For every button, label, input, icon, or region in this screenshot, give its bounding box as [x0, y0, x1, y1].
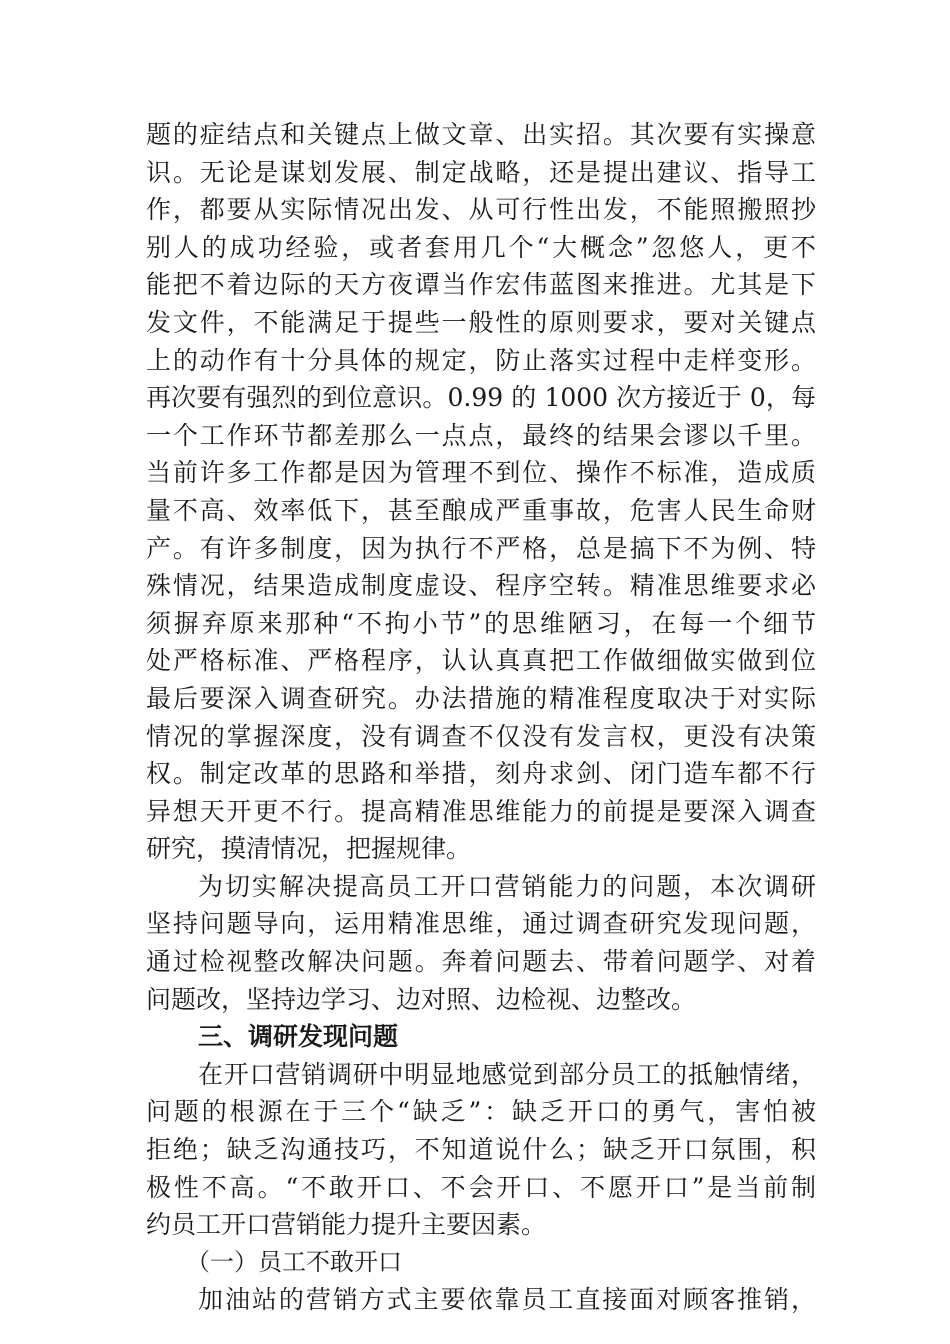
text-line: 再次要有强烈的到位意识。0.99 的 1000 次方接近于 0，每: [146, 383, 816, 413]
paragraph: [146, 1281, 816, 1319]
text-line: 作，都要从实际情况出发、从可行性出发，不能照搬照抄: [146, 195, 816, 225]
text-line: 题的症结点和关键点上做文章、出实招。其次要有实操意: [146, 120, 816, 149]
text-line: 上的动作有十分具体的规定，防止落实过程中走样变形。: [146, 345, 816, 375]
text-line: 问题改，坚持边学习、边对照、边检视、边整改。: [146, 984, 697, 1014]
text-line: 别人的成功经验，或者套用几个“大概念”忽悠人，更不: [146, 232, 816, 262]
text-line: 发文件，不能满足于提些一般性的原则要求，要对关键点: [146, 307, 816, 337]
text-line: 当前许多工作都是因为管理不到位、操作不标准，造成质: [146, 458, 816, 488]
text-line: 最后要深入调查研究。办法措施的精准程度取决于对实际: [146, 683, 816, 713]
text-line: 异想天开更不行。提高精准思维能力的前提是要深入调查: [146, 796, 816, 826]
text-line: 加油站的营销方式主要依靠员工直接面对顾客推销，: [198, 1285, 816, 1315]
section-heading: 三、调研发现问题: [198, 1022, 399, 1052]
text-line: 殊情况，结果造成制度虚设、程序空转。精准思维要求必: [146, 571, 816, 601]
text-line: 极性不高。“不敢开口、不会开口、不愿开口”是当前制: [146, 1172, 816, 1202]
text-line: 约员工开口营销能力提升主要因素。: [146, 1210, 547, 1240]
paragraph-continuation: [146, 116, 816, 868]
text-line: 研究，摸清情况，把握规律。: [146, 834, 472, 864]
subsection-heading: （一）员工不敢开口: [186, 1247, 402, 1276]
text-line: 量不高、效率低下，甚至酿成严重事故，危害人民生命财: [146, 495, 816, 525]
paragraph: [146, 868, 816, 1018]
text-line: 处严格标准、严格程序，认认真真把工作做细做实做到位: [146, 646, 816, 676]
text-line: 拒绝；缺乏沟通技巧，不知道说什么；缺乏开口氛围，积: [146, 1135, 816, 1165]
text-line: 权。制定改革的思路和举措，刻舟求剑、闭门造车都不行: [146, 759, 816, 789]
text-line: 一个工作环节都差那么一点点，最终的结果会谬以千里。: [146, 420, 816, 450]
text-line: 通过检视整改解决问题。奔着问题去、带着问题学、对着: [146, 947, 816, 977]
text-line: 情况的掌握深度，没有调查不仅没有发言权，更没有决策: [146, 721, 816, 751]
text-line: 在开口营销调研中明显地感觉到部分员工的抵触情绪，: [198, 1059, 816, 1089]
text-line: 须摒弃原来那种“不拘小节”的思维陋习，在每一个细节: [146, 608, 816, 638]
text-line: 能把不着边际的天方夜谭当作宏伟蓝图来推进。尤其是下: [146, 270, 816, 300]
text-line: 坚持问题导向，运用精准思维，通过调查研究发现问题，: [146, 909, 816, 939]
text-line: 为切实解决提高员工开口营销能力的问题，本次调研: [198, 871, 816, 901]
body-text: [146, 116, 816, 1319]
text-line: 产。有许多制度，因为执行不严格，总是搞下不为例、特: [146, 533, 816, 563]
text-line: 识。无论是谋划发展、制定战略，还是提出建议、指导工: [146, 157, 816, 187]
text-line: 问题的根源在于三个“缺乏”：缺乏开口的勇气，害怕被: [146, 1097, 816, 1127]
paragraph: [146, 1056, 816, 1244]
